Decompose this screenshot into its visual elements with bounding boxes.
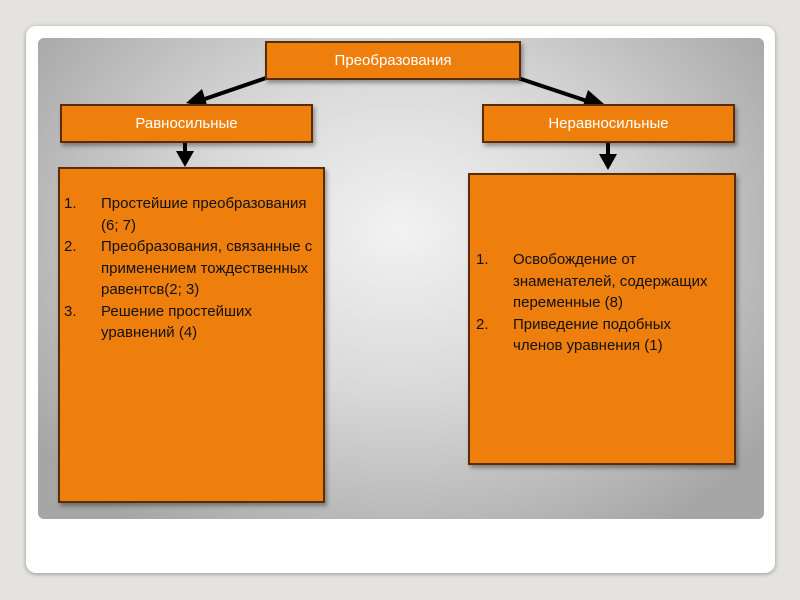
root-node bbox=[265, 41, 521, 80]
arrow-root-to-right bbox=[518, 78, 593, 103]
list-item: 1. Простейшие преобразования (6; 7) bbox=[64, 195, 307, 234]
right-node bbox=[482, 104, 735, 143]
arrowhead-right-down bbox=[599, 154, 617, 170]
list-item-text: Решение простейших уравнений (4) bbox=[101, 302, 252, 341]
right-node-label: Неравносильные bbox=[548, 115, 669, 132]
arrowhead-left-down bbox=[176, 151, 194, 167]
arrow-root-to-left bbox=[196, 78, 266, 102]
list-item-text: Простейшие преобразования (6; 7) bbox=[101, 195, 307, 234]
list-item-text: Освобождение от знаменателей, содержащих переменные (8) bbox=[513, 251, 708, 311]
left-node-label: Равносильные bbox=[135, 115, 238, 132]
list-item: 2. Приведение подобных членов уравнения (1) bbox=[476, 315, 671, 354]
left-list-box bbox=[58, 167, 325, 503]
list-item: 3. Решение простейших уравнений (4) bbox=[64, 302, 252, 341]
right-list bbox=[476, 249, 724, 357]
list-item: 1. Освобождение от знаменателей, содержащих переменные (8) bbox=[476, 251, 708, 311]
list-item-text: Преобразования, связанные с применением тождественных равентсв(2; 3) bbox=[101, 238, 313, 298]
left-node bbox=[60, 104, 313, 143]
left-list bbox=[64, 193, 313, 344]
list-item-text: Приведение подобных членов уравнения (1) bbox=[513, 315, 671, 354]
list-item: 2. Преобразования, связанные с применением тождественных равентсв(2; 3) bbox=[64, 238, 313, 298]
right-list-box bbox=[468, 173, 736, 465]
root-node-label: Преобразования bbox=[334, 52, 452, 69]
